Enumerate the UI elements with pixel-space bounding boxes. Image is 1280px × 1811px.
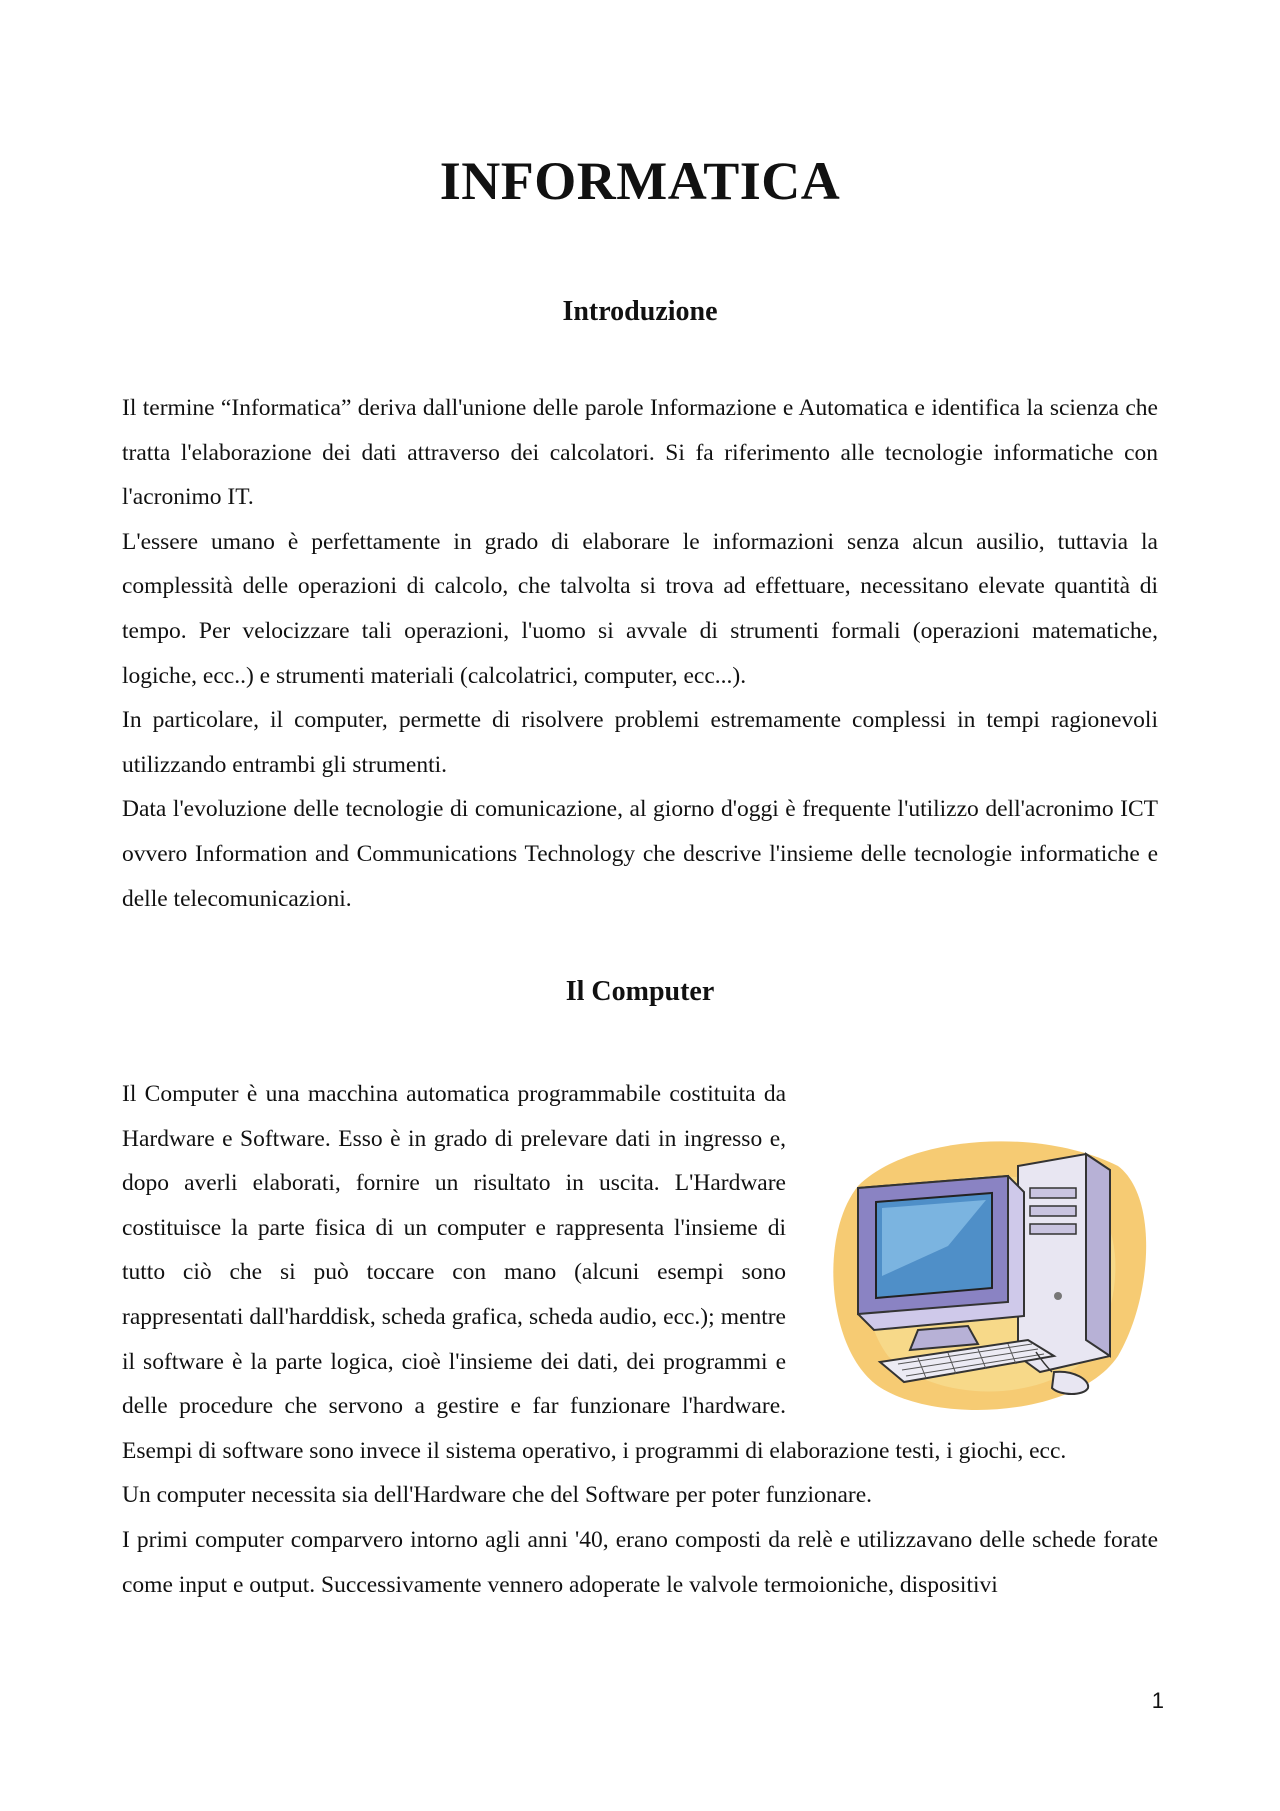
paragraph: In particolare, il computer, permette di risolvere problemi estremamente complessi in tempi ragionevoli utilizzando entrambi gli strumenti. xyxy=(122,707,1158,778)
paragraph: L'essere umano è perfettamente in grado di elaborare le informazioni senza alcun ausilio, tuttavia la complessità delle operazioni di calcolo, che talvolta si trova ad effettuare, necessitano elevate quantità di tempo. Per velocizzare tali operazioni, l'uomo si avvale di strumenti formali (operazioni matematiche, logiche, ecc..) e strumenti materiali (calcolatrici, computer, ecc...). xyxy=(122,528,1158,689)
page-number: 1 xyxy=(1151,1688,1164,1713)
paragraph: Il Computer è una macchina automatica programmabile costituita da Hardware e Software. Esso è in grado di prelevare dati in ingresso e, dopo averli elaborati, fornire un risultato in uscita. L'Hardware costituisce la parte fisica di un computer e rappresenta l'insieme di tutto ciò che si può toccare con mano (alcuni esempi sono rappresentati dall'harddisk, scheda grafica, scheda audio, ecc.); mentre il software è la parte logica, cioè l'insieme dei dati, dei programmi e delle procedure che servono a gestire e far funzionare l'hardware. Esempi di software sono invece il sistema operativo, i programmi di elaborazione testi, i giochi, ecc. xyxy=(122,1081,1067,1464)
paragraph: Il termine “Informatica” deriva dall'unione delle parole Informazione e Automatica e identifica la scienza che tratta l'elaborazione dei dati attraverso dei calcolatori. Si fa riferimento alle tecnologie informatiche con l'acronimo IT. xyxy=(122,395,1158,511)
section-heading-introduzione: Introduzione xyxy=(562,296,718,327)
desktop-computer-illustration xyxy=(818,1126,1158,1426)
paragraph: I primi computer comparvero intorno agli anni '40, erano composti da relè e utilizzavano delle schede forate come input e output. Successivamente vennero adoperate le valvole termoioniche, dispositivi xyxy=(122,1526,1158,1598)
paragraph: Un computer necessita sia dell'Hardware che del Software per poter funzionare. xyxy=(122,1482,873,1509)
section-body-introduzione xyxy=(122,386,1158,921)
paragraph: Data l'evoluzione delle tecnologie di comunicazione, al giorno d'oggi è frequente l'utilizzo dell'acronimo ICT ovvero Information and Communications Technology che descrive l'insieme delle tecnologie informatiche e delle telecomunicazioni. xyxy=(122,796,1158,912)
section-heading-il-computer: Il Computer xyxy=(565,976,715,1007)
document-title: INFORMATICA xyxy=(439,151,841,211)
section-body-il-computer xyxy=(122,1072,1158,1607)
